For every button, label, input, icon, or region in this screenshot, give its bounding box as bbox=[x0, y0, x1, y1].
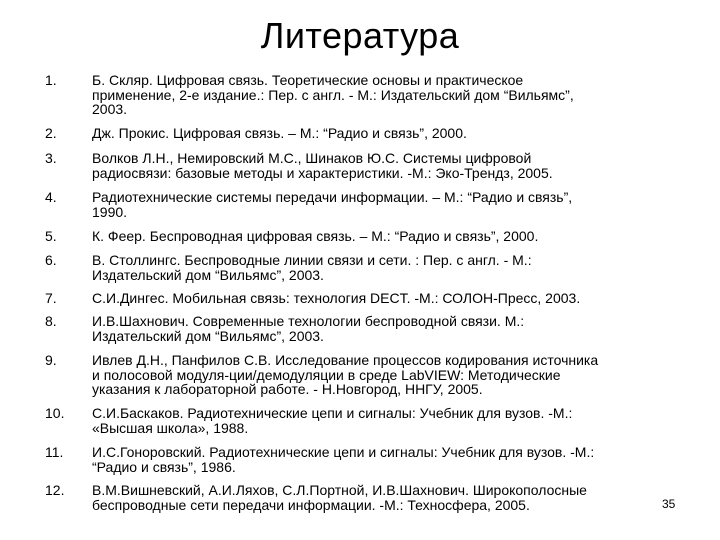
reference-text: Ивлев Д.Н., Панфилов С.В. Исследование процессов кодирования источника и полосовой модуля-ции/демодуляции в среде LabVIEW: Методические указания к лабораторной работе. - Н.Новгород, ННГУ, 2005. bbox=[92, 352, 599, 398]
reference-text: С.И.Дингес. Мобильная связь: технология DECT. -М.: СОЛОН-Пресс, 2003. bbox=[92, 290, 581, 306]
reference-number: 2. bbox=[45, 125, 57, 141]
slide-title: Литература bbox=[260, 15, 460, 56]
reference-number: 9. bbox=[45, 352, 57, 368]
reference-text: К. Феер. Беспроводная цифровая связь. – М.: “Радио и связь”, 2000. bbox=[92, 228, 539, 244]
reference-number: 6. bbox=[45, 252, 57, 268]
reference-number: 4. bbox=[45, 189, 57, 205]
reference-text: В. Столлингс. Беспроводные линии связи и сети. : Пер. с англ. - М.: Издательский дом “Вильямс”, 2003. bbox=[92, 252, 532, 283]
reference-number: 1. bbox=[45, 72, 57, 88]
reference-number: 12. bbox=[45, 482, 65, 498]
reference-text: Б. Скляр. Цифровая связь. Теоретические основы и практическое применение, 2-е издание.: Пер. с англ. - М.: Издательский дом “Вильямс”, 2003. bbox=[92, 72, 574, 118]
reference-number: 5. bbox=[45, 228, 57, 244]
page-number: 35 bbox=[662, 497, 676, 511]
reference-text: И.В.Шахнович. Современные технологии беспроводной связи. М.: Издательский дом “Вильямс”, 2003. bbox=[92, 313, 525, 344]
reference-text: С.И.Баскаков. Радиотехнические цепи и сигналы: Учебник для вузов. -М.: «Высшая школа», 1988. bbox=[92, 405, 573, 436]
reference-text: Волков Л.Н., Немировский М.С., Шинаков Ю.С. Системы цифровой радиосвязи: базовые методы и характеристики. -М.: Эко-Трендз, 2005. bbox=[92, 150, 553, 181]
reference-number: 10. bbox=[45, 405, 65, 421]
reference-text: Радиотехнические системы передачи информации. – М.: “Радио и связь”, 1990. bbox=[92, 189, 573, 220]
reference-number: 11. bbox=[45, 444, 64, 460]
reference-number: 8. bbox=[45, 313, 57, 329]
reference-number: 3. bbox=[45, 150, 57, 166]
reference-text: В.М.Вишневский, А.И.Ляхов, С.Л.Портной, И.В.Шахнович. Широкополосные беспроводные сети передачи информации. -М.: Техносфера, 2005. bbox=[92, 482, 587, 513]
reference-text: Дж. Прокис. Цифровая связь. – М.: “Радио и связь”, 2000. bbox=[92, 125, 467, 141]
reference-number: 7. bbox=[45, 290, 57, 306]
reference-text: И.С.Гоноровский. Радиотехнические цепи и сигналы: Учебник для вузов. -М.: “Радио и связь”, 1986. bbox=[92, 444, 595, 475]
